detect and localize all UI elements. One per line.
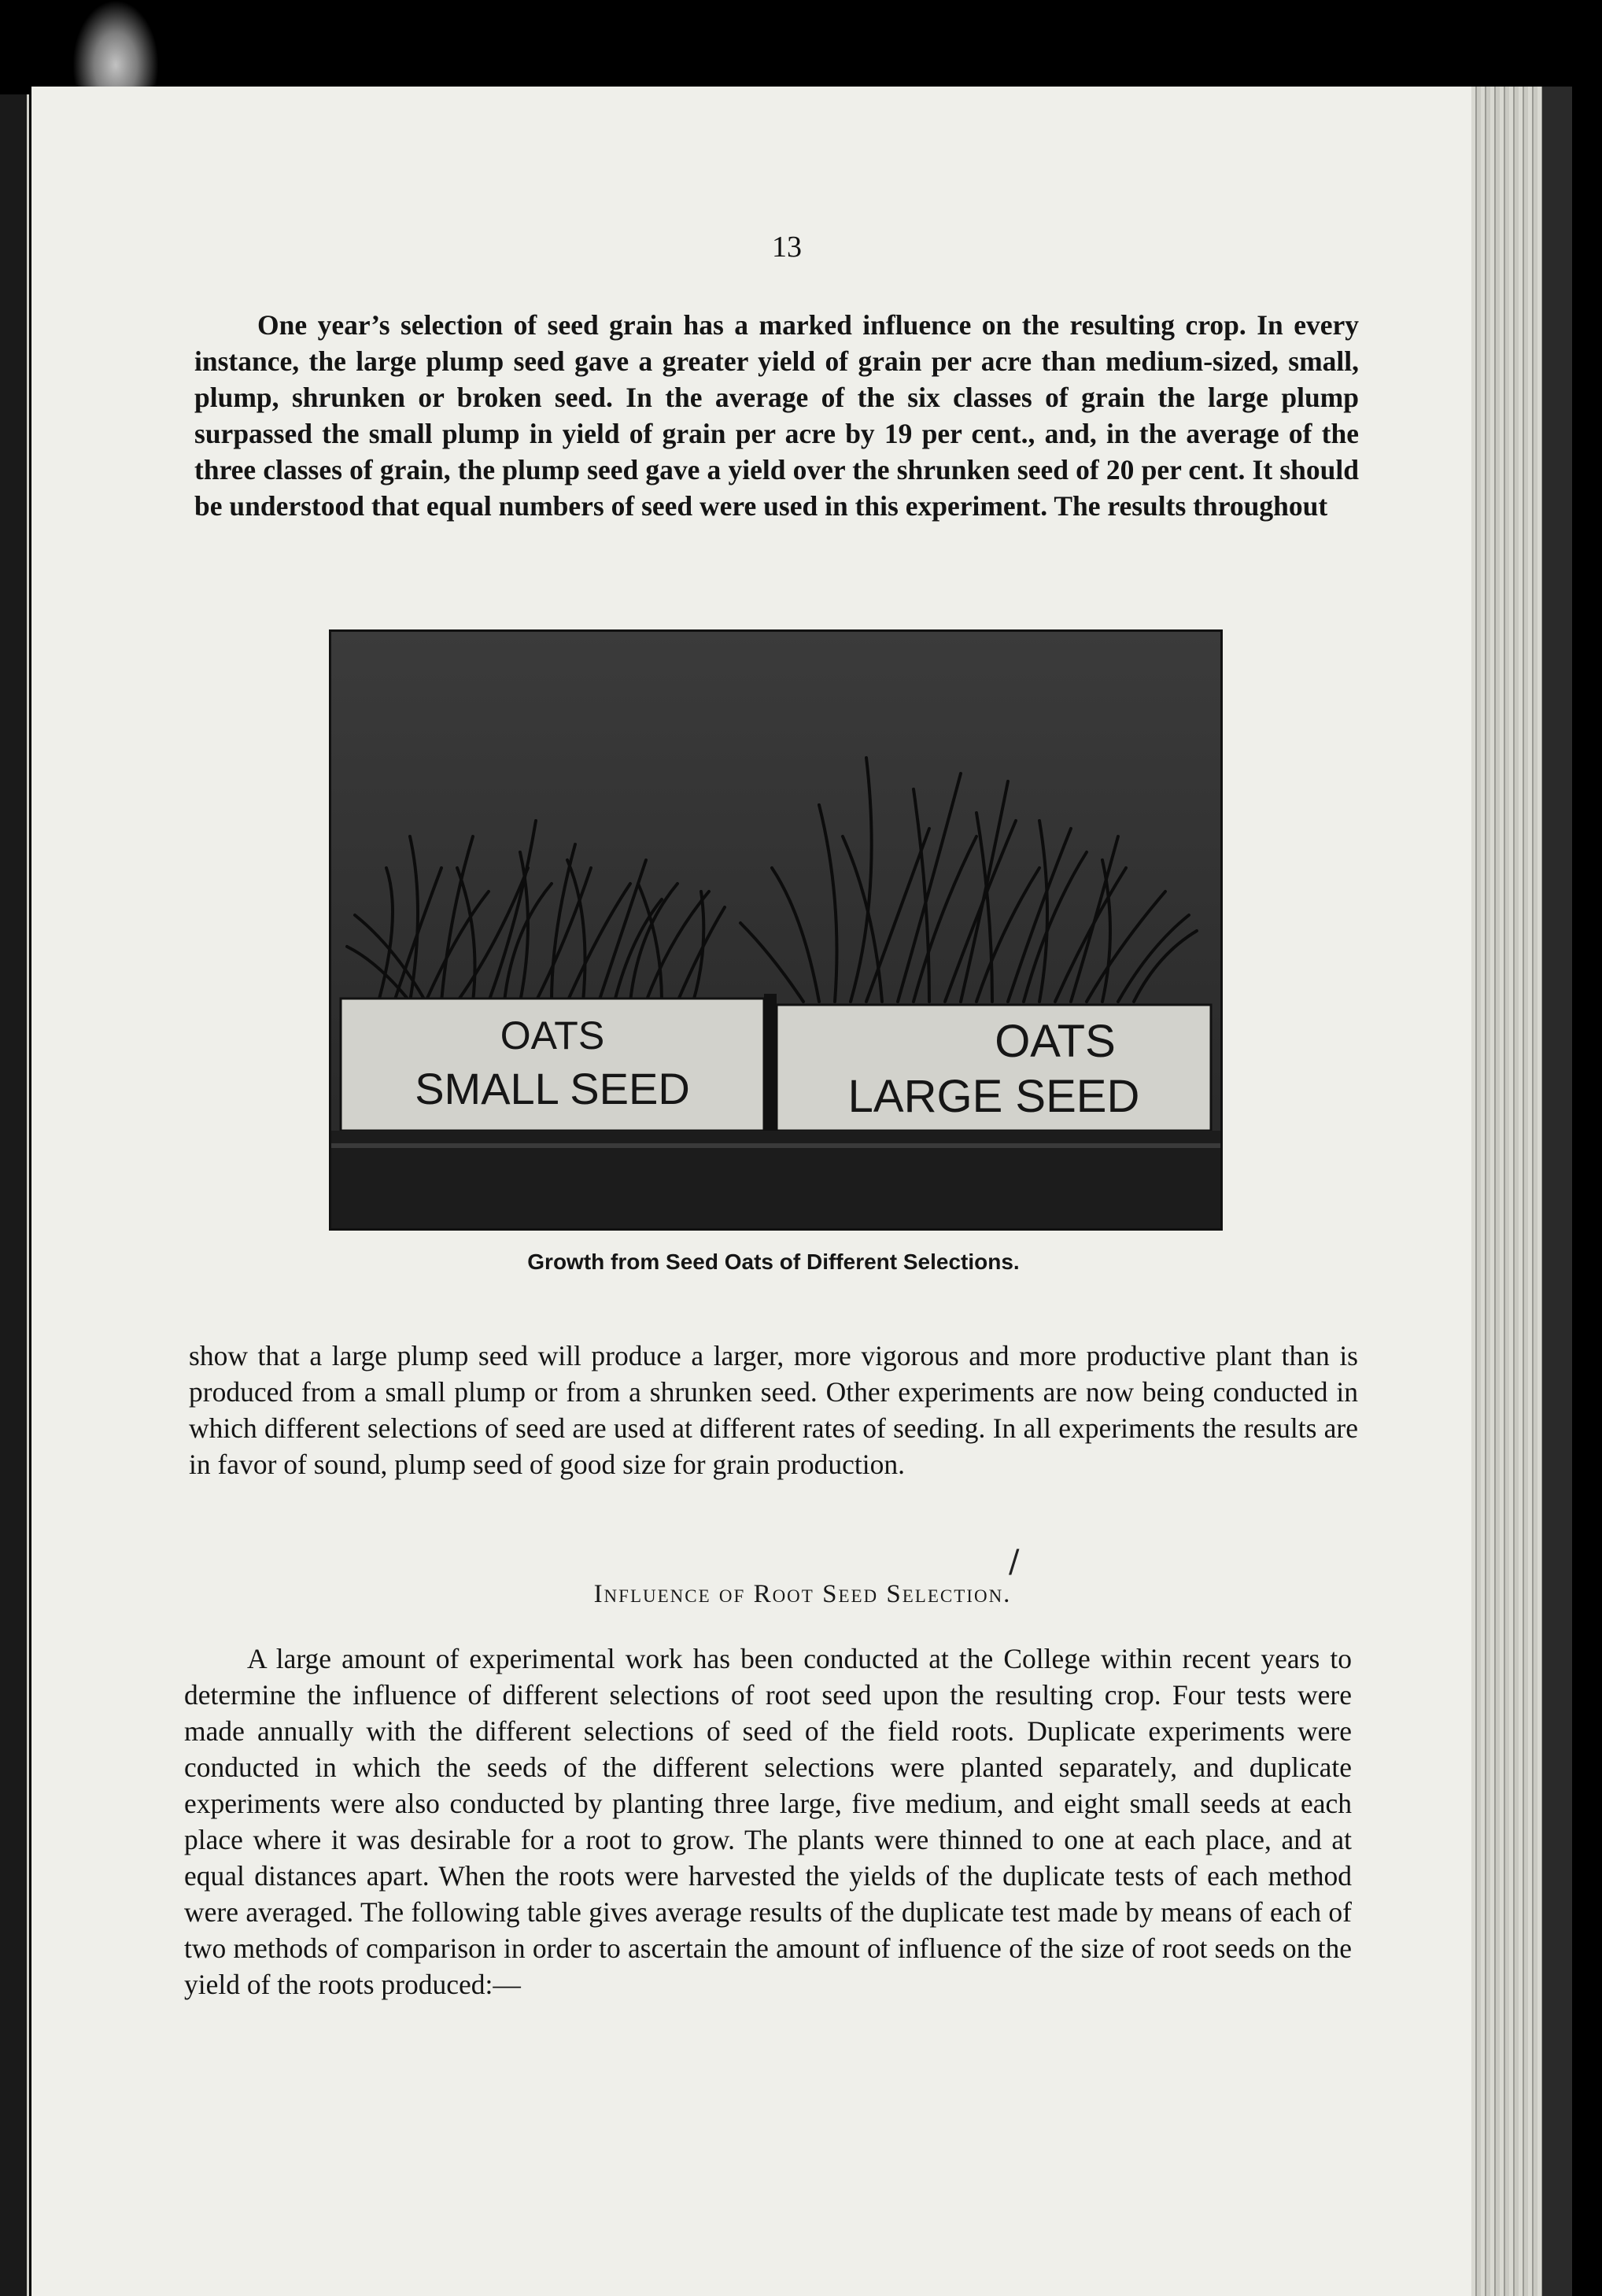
book-page-stack	[1471, 87, 1572, 2296]
oats-growth-photo	[329, 629, 1223, 1231]
paragraph-results	[189, 1338, 1358, 1482]
small-seed-label-line1: OATS	[500, 1013, 605, 1058]
paragraph-root-seed	[184, 1641, 1352, 2003]
oats-photo-illustration	[331, 632, 1220, 1228]
page-number: 13	[772, 231, 802, 264]
scan-corner-artifact	[72, 0, 159, 93]
paragraph-3-text: A large amount of experimental work has been conducted at the College within recent years to determine the influence of different selections of root seed upon the resulting crop. Four tests were made annually with the different selections of seed of the field roots. Duplicate experiments were conducted in which the seeds of the different selections were planted separately, and duplicate experiments were also conducted by planting three large, five medium, and eight small seeds at each place where it was desirable for a root to grow. The plants were thinned to one at each place, and at equal distances apart. When the roots were harvested the yields of the duplicate tests of each method were averaged. The following table gives average results of the duplicate test made by means of each of two methods of comparison in order to ascertain the amount of influence of the size of root seeds on the yield of the roots produced:—	[184, 1643, 1352, 2000]
large-seed-label-line1: OATS	[995, 1016, 1116, 1067]
small-seed-label-line2: SMALL SEED	[415, 1064, 690, 1113]
paragraph-selection-influence	[194, 307, 1359, 524]
paragraph-2-text: show that a large plump seed will produce a larger, more vigorous and more productive plant than is produced from a small plump or from a shrunken seed. Other experiments are now being conducted in which different selections of seed are used at different rates of seeding. In all experiments the results are in favor of sound, plump seed of good size for grain production.	[189, 1340, 1358, 1480]
pencil-mark: /	[1009, 1544, 1020, 1580]
facing-page-edge	[0, 94, 29, 2296]
large-seed-label-line2: LARGE SEED	[847, 1071, 1140, 1122]
section-heading: Influence of Root Seed Selection.	[593, 1580, 1012, 1608]
paragraph-1-text: One year’s selection of seed grain has a marked influence on the resulting crop. In every instance, the large plump seed gave a greater yield of grain per acre than medium-sized, small, plump, shrunken or broken seed. In the average of the six classes of grain the large plump surpassed the small plump in yield of grain per acre by 19 per cent., and, in the average of the three classes of grain, the plump seed gave a yield over the shrunken seed of 20 per cent. It should be understood that equal numbers of seed were used in this experiment. The results throughout	[194, 309, 1359, 522]
figure-caption: Growth from Seed Oats of Different Selections.	[527, 1250, 1020, 1274]
